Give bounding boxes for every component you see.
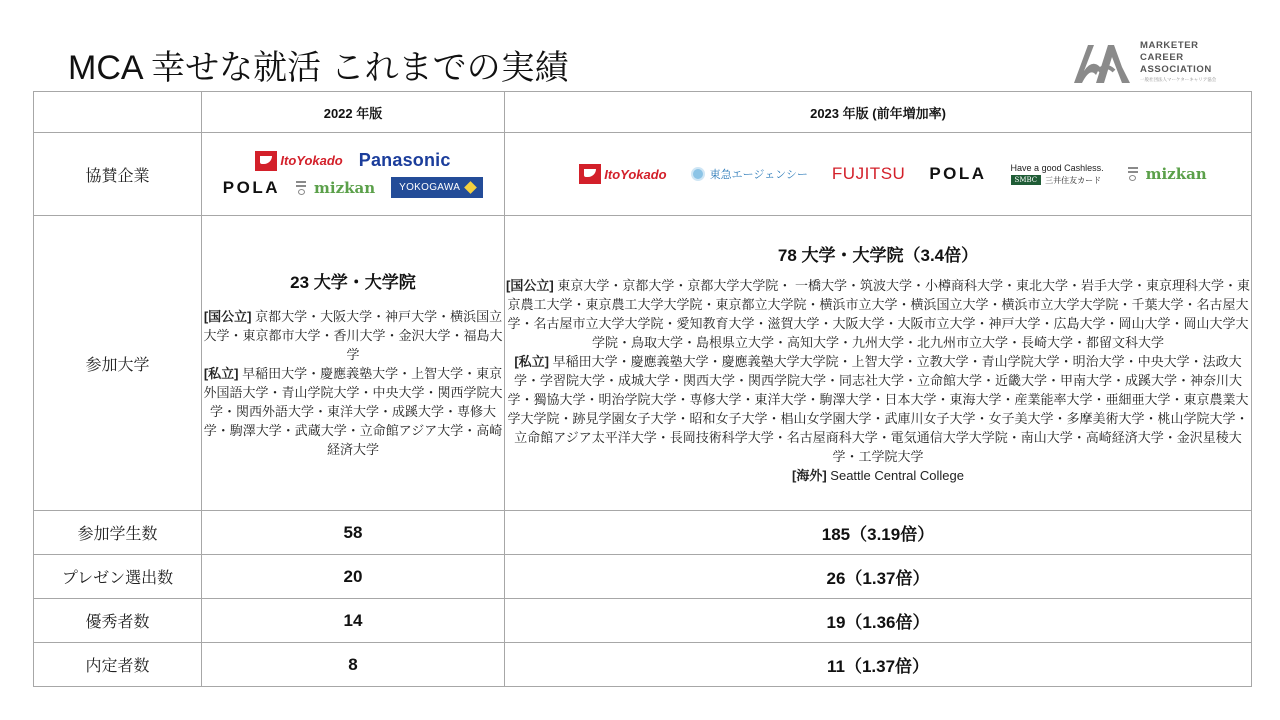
- logo-text-line: ASSOCIATION: [1140, 63, 1212, 75]
- itoyokado-logo: [579, 164, 666, 184]
- table-row: [34, 511, 1252, 555]
- table-row: [34, 599, 1252, 643]
- value-2022: 20: [202, 555, 505, 599]
- table-header-row: [34, 92, 1252, 133]
- pola-logo: POLA: [222, 177, 280, 197]
- header-cell-2023: 2023 年版 (前年増加率): [505, 92, 1252, 133]
- mizkan-logo-text: mizkan: [1145, 165, 1207, 183]
- row-label-sponsors: 協賛企業: [34, 133, 202, 216]
- value-2022: 58: [202, 511, 505, 555]
- value-2023: 185（3.19倍）: [505, 511, 1252, 555]
- fujitsu-logo: FUJITSU: [831, 164, 906, 183]
- mizkan-logo-text: mizkan: [314, 178, 376, 197]
- sponsors-2023-cell: [505, 133, 1252, 216]
- mca-logo: [1070, 36, 1260, 86]
- universities-row: [34, 216, 1252, 511]
- universities-2023-cell: [505, 216, 1252, 511]
- overseas-universities: Seattle Central College: [830, 468, 964, 483]
- university-count-2022: 23 大学・大学院: [290, 272, 416, 292]
- value-2023: 26（1.37倍）: [505, 555, 1252, 599]
- smbc-card-logo: [1011, 163, 1104, 186]
- value-2023: 11（1.37倍）: [505, 643, 1252, 687]
- public-universities: 京都大学・大阪大学・神戸大学・横浜国立大学・東京都市大学・香川大学・金沢大学・福島大学: [203, 308, 503, 362]
- row-label-offers: 内定者数: [34, 643, 202, 687]
- page-title: MCA 幸せな就活 これまでの実績: [68, 49, 569, 87]
- mizkan-logo: [1128, 165, 1207, 183]
- smbc-tagline: Have a good Cashless.: [1010, 162, 1104, 173]
- mca-logo-icon: [1070, 37, 1136, 85]
- row-label-presentations: プレゼン選出数: [34, 555, 202, 599]
- yokogawa-logo: [391, 177, 483, 198]
- row-label-universities: 参加大学: [34, 216, 202, 511]
- tokyu-circle-icon: [691, 167, 705, 181]
- value-2022: 8: [202, 643, 505, 687]
- header-cell-empty: [34, 92, 202, 133]
- panasonic-logo: Panasonic: [358, 150, 451, 170]
- category-overseas-label: [海外]: [792, 468, 827, 483]
- yokogawa-diamond-icon: [464, 181, 477, 194]
- logo-text-line: CAREER: [1140, 51, 1184, 63]
- logo-subtext: 一般社団法人マーケターキャリア協会: [1140, 76, 1217, 82]
- category-private-label: [私立]: [203, 365, 239, 381]
- row-label-excellent: 優秀者数: [34, 599, 202, 643]
- category-public-label: [国公立]: [203, 308, 252, 324]
- pola-logo: POLA: [929, 164, 987, 183]
- table-row: [34, 555, 1252, 599]
- smbc-badge: SMBC: [1011, 175, 1042, 185]
- itoyokado-bird-icon: [255, 151, 277, 171]
- university-list-2022: [202, 307, 504, 459]
- tokyu-logo-text: 東急エージェンシー: [709, 169, 808, 181]
- table-row: [34, 643, 1252, 687]
- value-2022: 14: [202, 599, 505, 643]
- category-public-label: [国公立]: [506, 278, 554, 293]
- private-universities: 早稲田大学・慶應義塾大学・慶應義塾大学大学院・上智大学・立教大学・青山学院大学・明治大学・中央大学・法政大学・学習院大学・成城大学・関西大学・関西学院大学・同志社大学・立命館大学・近畿大学・甲南大学・成蹊大学・神奈川大学・獨協大学・明治学院大学・専修大学・東洋大学・駒澤大学・日本大学・東海大学・産業能率大学・亜細亜大学・東京農業大学大学院・跡見学園女子大学・昭和女子大学・椙山女学園大学・武庫川女子大学・女子美大学・多摩美術大学・桃山学院大学・立命館アジア太平洋大学・長岡技術科学大学・名古屋商科大学・電気通信大学大学院・南山大学・高崎経済大学・金沢星稜大学・工学院大学: [507, 354, 1249, 464]
- university-list-2023: [505, 276, 1251, 485]
- category-private-label: [私立]: [514, 354, 550, 369]
- public-universities: 東京大学・京都大学・京都大学大学院・ 一橋大学・筑波大学・小樽商科大学・東北大学・岩手大学・東京理科大学・東京農工大学・東京農工大学大学院・東京都立大学院・横浜市立大学・横浜国立大学・横浜市立大学大学院・千葉大学・名古屋大学・名古屋市立大学大学院・愛知教育大学・滋賀大学・大阪大学・大阪市立大学・神戸大学・広島大学・岡山大学・岡山大学大学院・鳥取大学・島根県立大学・高知大学・九州大学・北九州市立大学・長崎大学・都留文科大学: [507, 278, 1250, 350]
- itoyokado-bird-icon: [579, 164, 601, 184]
- row-label-students: 参加学生数: [34, 511, 202, 555]
- value-2023: 19（1.36倍）: [505, 599, 1252, 643]
- logo-text-line: MARKETER: [1140, 39, 1199, 51]
- header-cell-2022: 2022 年版: [202, 92, 505, 133]
- mizkan-mark-icon: [296, 181, 306, 195]
- mizkan-logo: [296, 179, 375, 197]
- mizkan-mark-icon: [1128, 167, 1138, 181]
- smbc-name: 三井住友カード: [1045, 175, 1102, 185]
- tokyu-agency-logo: [691, 166, 808, 182]
- private-universities: 早稲田大学・慶應義塾大学・上智大学・東京外国語大学・青山学院大学・中央大学・関西学院大学・関西外語大学・東洋大学・成蹊大学・専修大学・駒澤大学・武蔵大学・立命館アジア大学・高崎経済大学: [203, 365, 503, 457]
- sponsors-row: [34, 133, 1252, 216]
- yokogawa-logo-text: YOKOGAWA: [399, 182, 461, 193]
- university-count-2023: 78 大学・大学院（3.4倍）: [777, 246, 979, 265]
- itoyokado-logo: [255, 151, 342, 171]
- results-table: [33, 91, 1252, 687]
- itoyokado-logo-text: ItoYokado: [280, 153, 343, 168]
- universities-2022-cell: [202, 216, 505, 511]
- itoyokado-logo-text: ItoYokado: [604, 166, 667, 182]
- sponsors-2022-cell: [202, 133, 505, 216]
